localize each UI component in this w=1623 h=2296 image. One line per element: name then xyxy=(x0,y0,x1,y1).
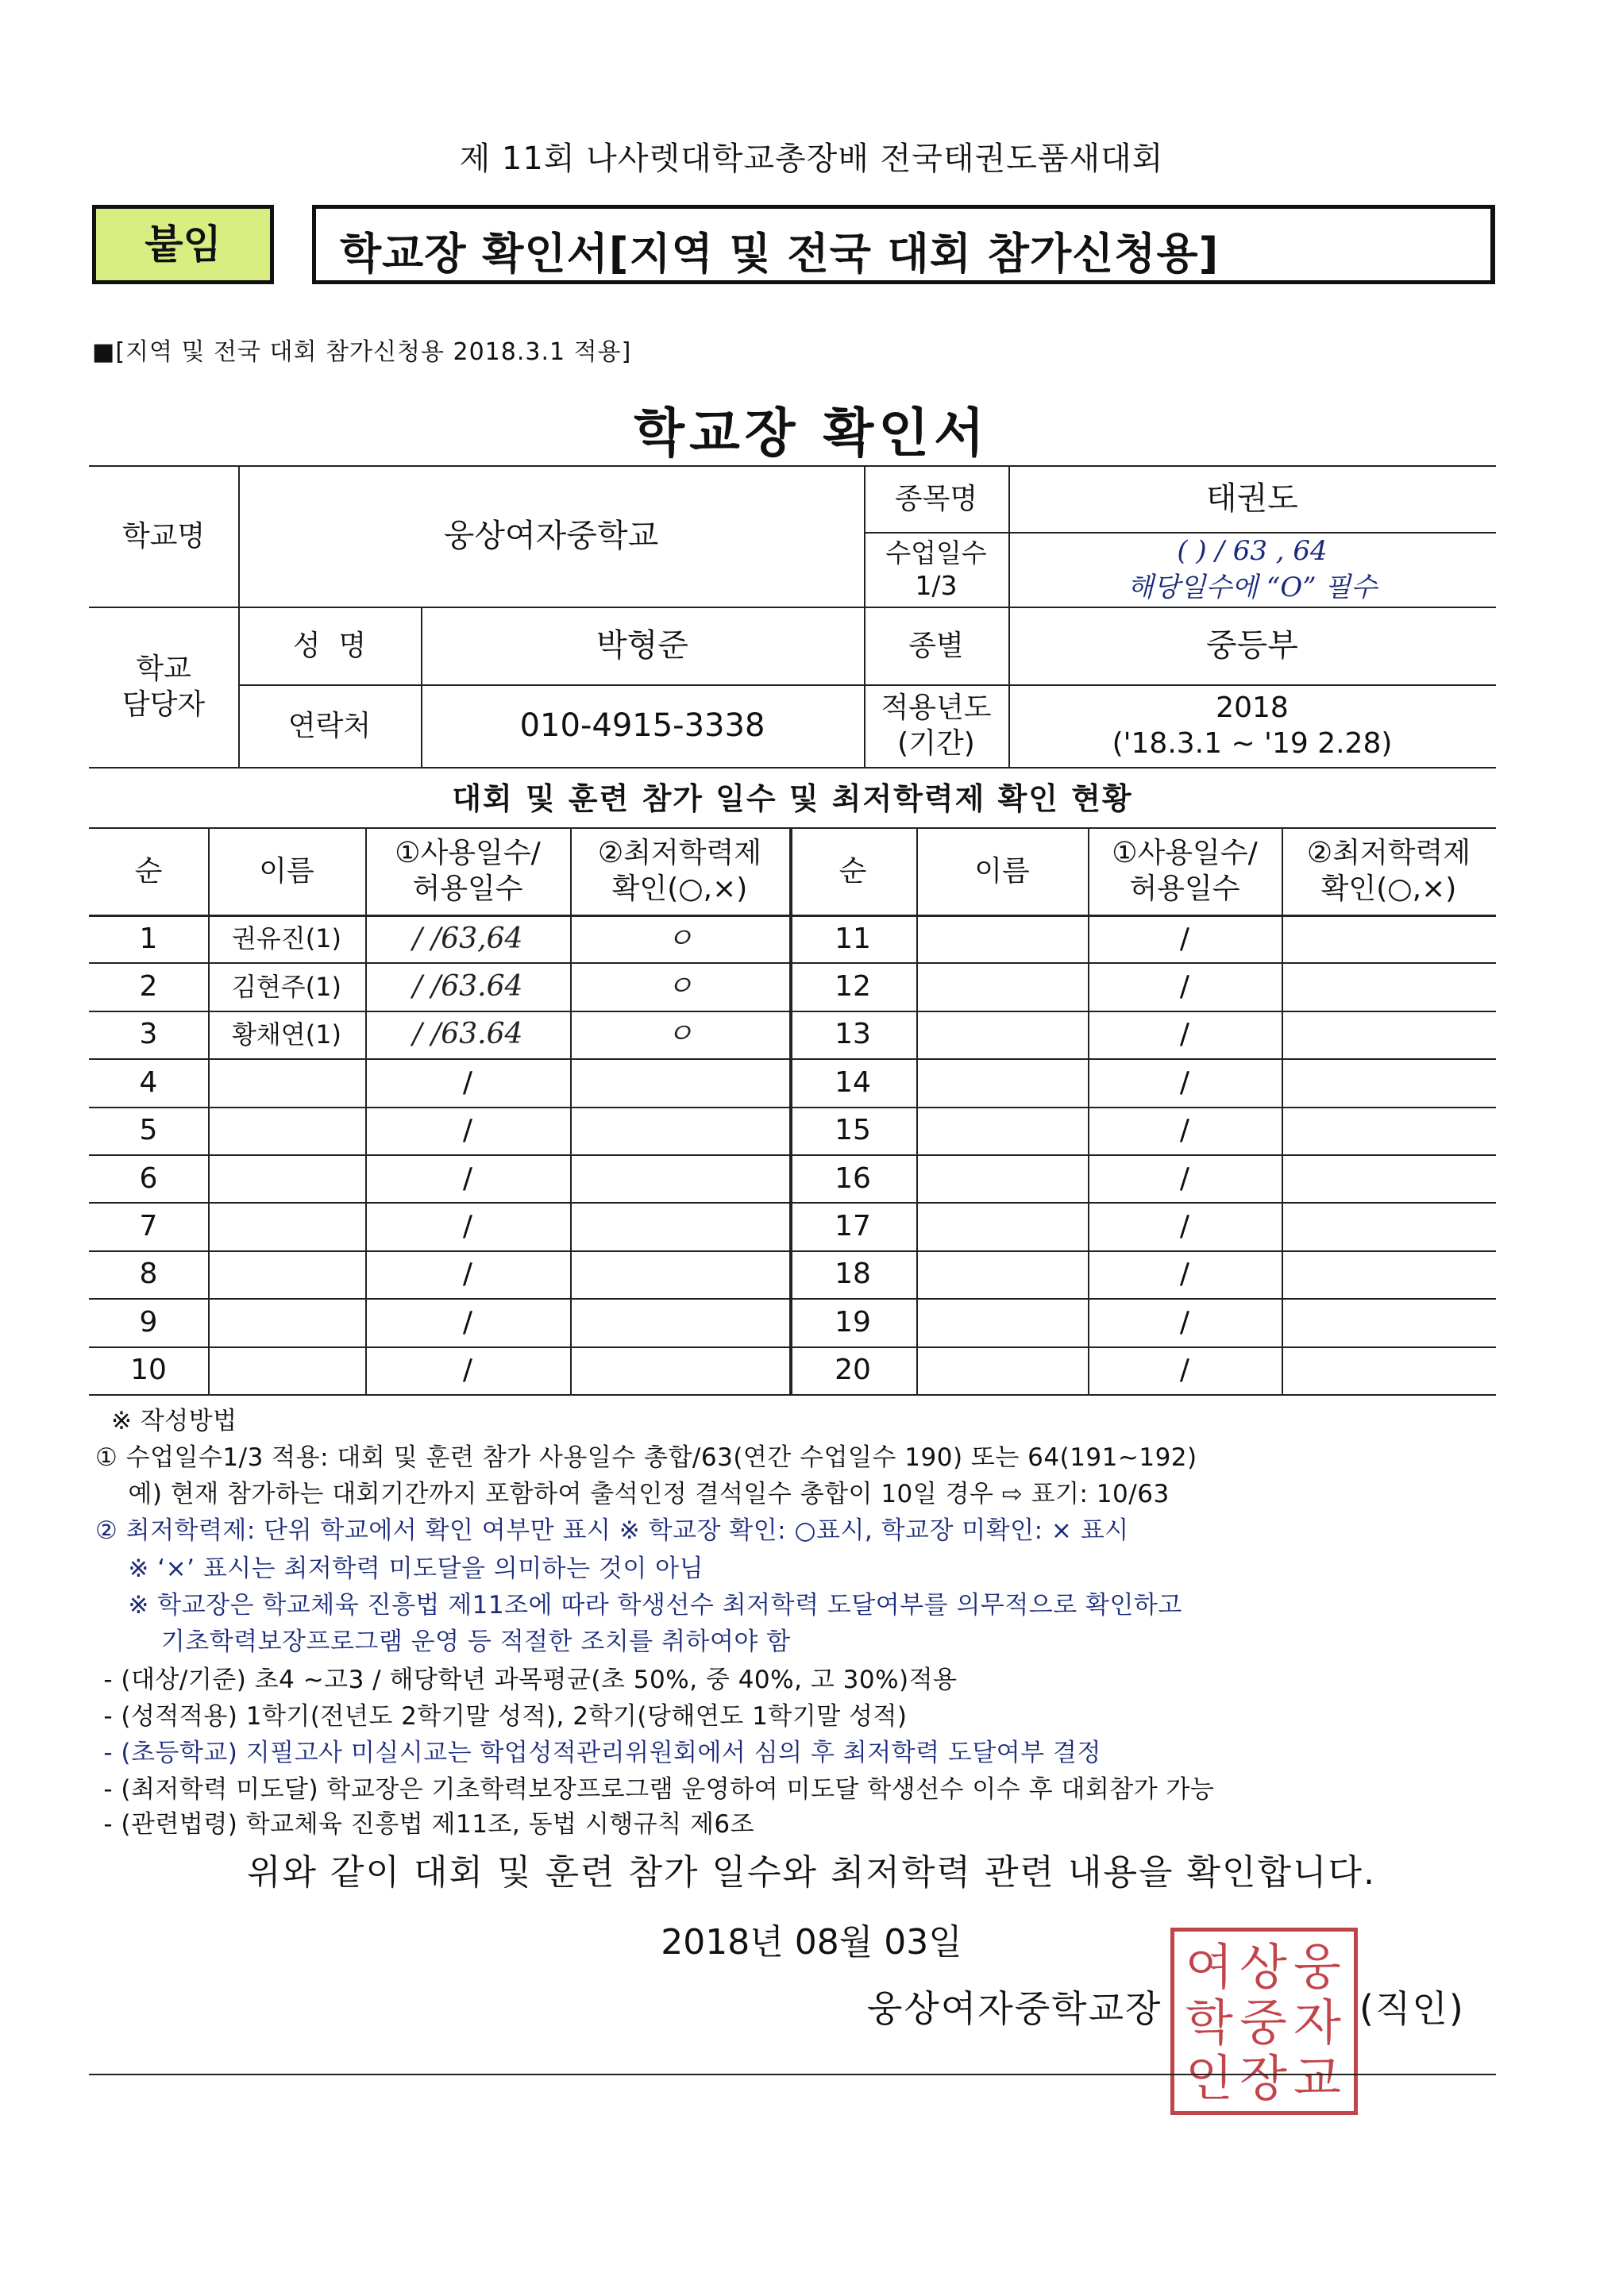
cell-check xyxy=(1282,915,1496,962)
form-title-box xyxy=(312,205,1495,284)
cell-name xyxy=(916,1011,1088,1058)
cell-days: / xyxy=(1179,1161,1190,1195)
cell-days: / xyxy=(1179,1114,1190,1147)
cell-name xyxy=(208,1202,365,1250)
cell-no: 20 xyxy=(835,1354,871,1387)
note-line: ※ 학교장은 학교체육 진흥법 제11조에 따라 학생선수 최저학력 도달여부를 의무적으로 확인하고 xyxy=(95,1591,1182,1620)
cell-check xyxy=(1282,1298,1496,1346)
days-label: 수업일수 1/3 xyxy=(885,537,987,601)
form-title: 학교장 확인서[지역 및 전국 대회 참가신청용] xyxy=(340,229,1220,279)
cell-days: / /63.64 xyxy=(412,970,523,1004)
bottom-rule xyxy=(89,2074,1496,2075)
main-title: 학교장 확인서 xyxy=(634,403,989,464)
cell-days: / xyxy=(1179,1354,1190,1387)
cell-days: / xyxy=(462,1210,473,1243)
cell-name xyxy=(208,1346,365,1394)
cell-name xyxy=(208,1298,365,1346)
confirmation-date: 2018년 08월 03일 xyxy=(661,1922,962,1963)
contact-value: 010-4915-3338 xyxy=(519,707,765,744)
cell-no: 17 xyxy=(835,1210,871,1243)
cell-name xyxy=(916,1107,1088,1154)
cell-check: ㅇ xyxy=(665,970,694,1004)
cell-no: 6 xyxy=(139,1161,158,1195)
cell-no: 18 xyxy=(835,1258,871,1291)
cell-check xyxy=(1282,1154,1496,1202)
header-check: ②최저학력제 확인(○,×) xyxy=(1306,837,1471,905)
cell-check xyxy=(570,1298,789,1346)
cell-name xyxy=(916,1202,1088,1250)
year-label: 적용년도 (기간) xyxy=(881,691,992,760)
cell-check xyxy=(570,1154,789,1202)
contact-label: 연락처 xyxy=(287,709,372,742)
cell-name xyxy=(916,1298,1088,1346)
cell-days: / xyxy=(1179,1258,1190,1291)
seal-note: (직인) xyxy=(1359,1987,1465,2030)
staff-label: 학교 담당자 xyxy=(121,653,206,721)
cell-check xyxy=(570,1058,789,1106)
cell-name xyxy=(916,1250,1088,1298)
cell-name xyxy=(916,1154,1088,1202)
days-value: ( ) / 63 , 64 xyxy=(1177,534,1328,567)
note-line: - (성적적용) 1학기(전년도 2학기말 성적), 2학기(당해연도 1학기말 성적) xyxy=(95,1702,908,1731)
days-note: 해당일수에 “O” 필수 xyxy=(1127,571,1378,603)
cell-days: / xyxy=(462,1354,473,1387)
event-title: 제 11회 나사렛대학교총장배 전국태권도품새대회 xyxy=(459,141,1164,177)
cell-check xyxy=(1282,1058,1496,1106)
cell-days: / xyxy=(1179,922,1190,955)
cell-days: / xyxy=(462,1065,473,1099)
cell-check: ㅇ xyxy=(665,1018,694,1051)
cell-no: 3 xyxy=(139,1018,158,1051)
header-check: ②최저학력제 확인(○,×) xyxy=(597,837,762,905)
school-label: 학교명 xyxy=(121,519,206,553)
cell-name xyxy=(208,1107,365,1154)
note-line: 예) 현재 참가하는 대회기간까지 포함하여 출석인정 결석일수 총합이 10일 경우 ⇨ 표기: 10/63 xyxy=(95,1480,1170,1508)
cell-name: 황채연(1) xyxy=(231,1019,342,1050)
cell-days: / xyxy=(462,1161,473,1195)
sport-value: 태권도 xyxy=(1206,480,1298,517)
cell-days: / /63.64 xyxy=(412,1018,523,1051)
cell-days: / xyxy=(1179,1305,1190,1339)
cell-name: 김현주(1) xyxy=(231,971,342,1002)
note-line: - (초등학교) 지필고사 미실시교는 학업성적관리위원회에서 심의 후 최저학력 도달여부 결정 xyxy=(95,1739,1101,1767)
cell-check xyxy=(570,1202,789,1250)
header-name: 이름 xyxy=(259,854,314,888)
table-caption: 대회 및 훈련 참가 일수 및 최저학력제 확인 현황 xyxy=(452,781,1133,817)
cell-days: / xyxy=(1179,1210,1190,1243)
division-value: 중등부 xyxy=(1206,627,1298,664)
name-value: 박형준 xyxy=(596,627,688,664)
cell-no: 15 xyxy=(835,1114,871,1147)
note-line: - (관련법령) 학교체육 진흥법 제11조, 동법 시행규칙 제6조 xyxy=(95,1810,755,1839)
header-name: 이름 xyxy=(974,854,1030,888)
cell-name: 권유진(1) xyxy=(231,923,342,954)
cell-name xyxy=(208,1250,365,1298)
cell-no: 19 xyxy=(835,1305,871,1339)
note-line: ② 최저학력제: 단위 학교에서 확인 여부만 표시 ※ 학교장 확인: ○표시, 학교장 미확인: × 표시 xyxy=(95,1516,1129,1545)
cell-days: / xyxy=(462,1258,473,1291)
header-no: 순 xyxy=(838,854,867,888)
cell-no: 16 xyxy=(835,1161,871,1195)
cell-no: 14 xyxy=(835,1065,871,1099)
cell-days: / xyxy=(1179,1018,1190,1051)
confirmation-text: 위와 같이 대회 및 훈련 참가 일수와 최저학력 관련 내용을 확인합니다. xyxy=(247,1852,1376,1893)
cell-check xyxy=(570,1107,789,1154)
cell-name xyxy=(916,1058,1088,1106)
cell-days: / xyxy=(462,1114,473,1147)
note-line: - (최저학력 미도달) 학교장은 기초학력보장프로그램 운영하여 미도달 학생선수 이수 후 대회참가 가능 xyxy=(95,1775,1215,1804)
cell-no: 1 xyxy=(139,922,158,955)
cell-check xyxy=(1282,1250,1496,1298)
cell-name xyxy=(208,1058,365,1106)
cell-no: 11 xyxy=(835,922,871,955)
year-value: 2018 ('18.3.1 ~ '19 2.28) xyxy=(1112,691,1393,760)
cell-name xyxy=(208,1154,365,1202)
header-days: ①사용일수/ 허용일수 xyxy=(395,837,541,905)
cell-no: 4 xyxy=(139,1065,158,1099)
cell-check xyxy=(570,1250,789,1298)
cell-name xyxy=(916,1346,1088,1394)
cell-days: / xyxy=(1179,970,1190,1004)
cell-no: 7 xyxy=(139,1210,158,1243)
cell-days: / xyxy=(462,1305,473,1339)
header-no: 순 xyxy=(134,854,163,888)
cell-no: 13 xyxy=(835,1018,871,1051)
note-line: 기초학력보장프로그램 운영 등 적절한 조치를 취하여야 함 xyxy=(95,1628,791,1656)
cell-days: / xyxy=(1179,1065,1190,1099)
cell-no: 9 xyxy=(139,1305,158,1339)
cell-check xyxy=(1282,1107,1496,1154)
cell-no: 10 xyxy=(130,1354,167,1387)
cell-no: 2 xyxy=(139,970,158,1004)
cell-no: 12 xyxy=(835,970,871,1004)
cell-check xyxy=(1282,1346,1496,1394)
cell-no: 8 xyxy=(139,1258,158,1291)
attachment-badge: 붙임 xyxy=(92,205,274,284)
cell-name xyxy=(916,915,1088,962)
division-label: 종별 xyxy=(908,629,964,662)
cell-check: ㅇ xyxy=(665,922,694,955)
note-line: ① 수업일수1/3 적용: 대회 및 훈련 참가 사용일수 총합/63(연간 수업일수 190) 또는 64(191~192) xyxy=(95,1443,1197,1472)
note-line: ※ ‘×’ 표시는 최저학력 미도달을 의미하는 것이 아님 xyxy=(95,1554,704,1583)
principal-signature: 웅상여자중학교장 xyxy=(867,1987,1162,2030)
school-value: 웅상여자중학교 xyxy=(443,518,659,554)
cell-check xyxy=(570,1346,789,1394)
header-days: ①사용일수/ 허용일수 xyxy=(1112,837,1258,905)
note-line: - (대상/기준) 초4 ~고3 / 해당학년 과목평균(초 50%, 중 40%, 고 30%)적용 xyxy=(95,1666,958,1694)
sport-label: 종목명 xyxy=(894,482,978,515)
cell-name xyxy=(916,962,1088,1010)
official-seal: 웅 상 여 자 중 학 교 장 인 xyxy=(1170,1928,1358,2115)
cell-days: / /63,64 xyxy=(412,922,523,955)
cell-no: 5 xyxy=(139,1114,158,1147)
notes-heading: ※ 작성방법 xyxy=(111,1407,237,1435)
cell-check xyxy=(1282,962,1496,1010)
cell-check xyxy=(1282,1202,1496,1250)
rule-tag: ■[지역 및 전국 대회 참가신청용 2018.3.1 적용] xyxy=(92,338,632,366)
name-label: 성 명 xyxy=(292,629,367,662)
cell-check xyxy=(1282,1011,1496,1058)
